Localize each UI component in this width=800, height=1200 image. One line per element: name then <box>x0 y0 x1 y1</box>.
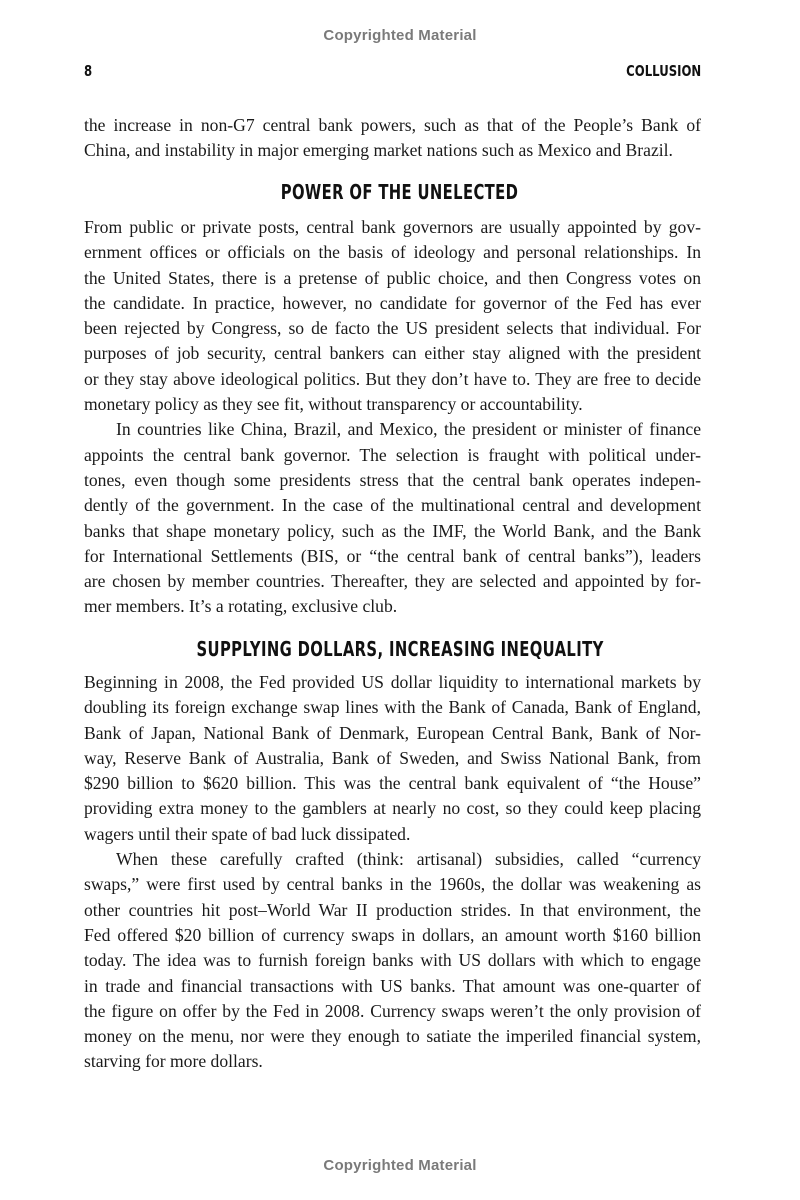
text-line: swaps,” were first used by central banks in the 1960s, the dollar was weakening as <box>84 874 701 895</box>
text-line: appoints the central bank governor. The selection is fraught with political under- <box>84 444 701 465</box>
text-line: banks that shape monetary policy, such as the IMF, the World Bank, and the Bank <box>84 520 701 541</box>
text-line: Fed offered $20 billion of currency swaps in dollars, an amount worth $160 billion <box>84 924 701 945</box>
text-line: today. The idea was to furnish foreign banks with US dollars with which to engage <box>84 950 701 971</box>
page-number: 8 <box>84 62 93 80</box>
text-line: money on the menu, nor were they enough to satiate the imperiled financial system, <box>84 1026 701 1047</box>
text-line: purposes of job security, central bankers can either stay aligned with the president <box>84 343 701 364</box>
text-line: other countries hit post–World War II production strides. In that environment, the <box>84 899 701 920</box>
text-line: From public or private posts, central bank governors are usually appointed by gov- <box>84 217 701 237</box>
text-line: been rejected by Congress, so de facto the US president selects that individual. For <box>84 318 701 339</box>
text-line: for International Settlements (BIS, or “the central bank of central banks”), leaders <box>84 545 701 566</box>
section-heading-power-of-the-unelected: POWER OF THE UNELECTED <box>281 180 519 204</box>
text-line: in trade and financial transactions with US banks. That amount was one-quarter of <box>84 975 701 996</box>
text-line: providing extra money to the gamblers at nearly no cost, so they could keep placing <box>84 798 701 819</box>
text-line: Beginning in 2008, the Fed provided US dollar liquidity to international markets by <box>84 672 701 692</box>
copyright-watermark-bottom: Copyrighted Material <box>323 1157 477 1174</box>
copyright-watermark-top: Copyrighted Material <box>323 27 477 44</box>
text-line: dently of the government. In the case of the multinational central and development <box>84 495 701 516</box>
text-line: the United States, there is a pretense of public choice, and then Congress votes on <box>84 267 701 288</box>
text-line: tones, even though some presidents stress that the central bank operates indepen- <box>84 469 701 490</box>
paragraph-swap-lines-2008 <box>84 670 701 1075</box>
running-head-title: COLLUSION <box>625 62 701 80</box>
text-line: starving for more dollars. <box>84 1051 263 1072</box>
text-line: Bank of Japan, National Bank of Denmark, European Central Bank, Bank of Nor- <box>84 722 701 743</box>
text-line: monetary policy as they see fit, without transparency or accountability. <box>84 394 583 415</box>
text-line: China, and instability in major emerging market nations such as Mexico and Brazil. <box>84 140 673 161</box>
section-heading-supplying-dollars: SUPPLYING DOLLARS, INCREASING INEQUALITY <box>196 637 604 661</box>
text-line: way, Reserve Bank of Australia, Bank of Sweden, and Swiss National Bank, from <box>84 747 701 768</box>
paragraph-governors-appointed <box>84 215 701 620</box>
text-line: ernment offices or officials on the basis of ideology and personal relationships. In <box>84 242 701 263</box>
text-line: the candidate. In practice, however, no candidate for governor of the Fed has ever <box>84 292 701 313</box>
continuation-paragraph <box>84 113 701 164</box>
text-line: $290 billion to $620 billion. This was the central bank equivalent of “the House” <box>84 773 701 794</box>
text-line: mer members. It’s a rotating, exclusive club. <box>84 596 398 617</box>
text-line: or they stay above ideological politics. But they don’t have to. They are free to decide <box>84 368 701 389</box>
text-line: the figure on offer by the Fed in 2008. Currency swaps weren’t the only provision of <box>84 1000 701 1021</box>
text-line: the increase in non-G7 central bank powers, such as that of the People’s Bank of <box>84 115 701 135</box>
text-line: wagers until their spate of bad luck dissipated. <box>84 823 411 844</box>
text-line: doubling its foreign exchange swap lines with the Bank of Canada, Bank of England, <box>84 697 701 718</box>
text-line: are chosen by member countries. Thereafter, they are selected and appointed by for- <box>84 571 701 592</box>
text-line: In countries like China, Brazil, and Mexico, the president or minister of finance <box>116 419 701 440</box>
text-line: When these carefully crafted (think: artisanal) subsidies, called “currency <box>116 849 701 870</box>
